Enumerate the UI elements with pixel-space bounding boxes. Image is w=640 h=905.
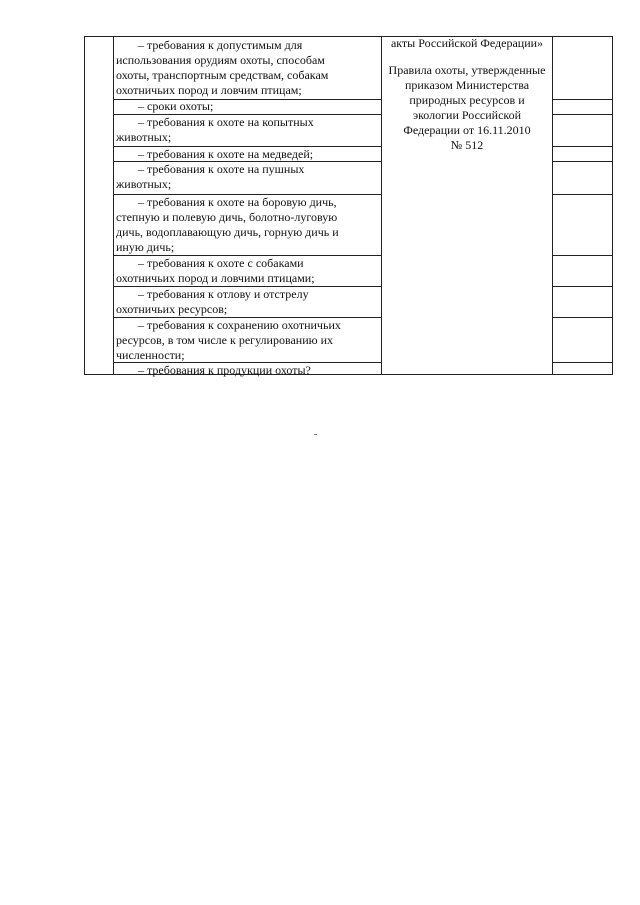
cell-line: охотничьих ресурсов; — [116, 302, 228, 316]
requirement-cell — [116, 256, 315, 286]
cell-line: – требования к допустимым для — [138, 38, 303, 52]
cell-line: дичь, водоплавающую дичь, горную дичь и — [116, 225, 339, 239]
legal-acts-cell — [380, 36, 554, 153]
requirement-cell — [116, 38, 328, 98]
requirement-cell — [116, 115, 314, 145]
cell-line: степную и полевую дичь, болотно-луговую — [116, 210, 338, 224]
cell-line: – требования к отлову и отстрелу — [138, 287, 309, 301]
requirement-cell — [116, 287, 309, 317]
requirement-cell — [116, 318, 341, 363]
legal-acts-line: природных ресурсов и — [409, 93, 525, 107]
row-divider — [552, 99, 613, 100]
scan-speck — [314, 434, 317, 435]
legal-acts-line: Правила охоты, утвержденные — [388, 63, 546, 77]
row-divider — [552, 161, 613, 162]
row-divider — [552, 114, 613, 115]
requirement-cell — [116, 147, 313, 162]
cell-line: – требования к охоте на копытных — [138, 115, 314, 129]
cell-line: животных; — [116, 177, 172, 191]
column-divider — [113, 37, 114, 374]
cell-line: – сроки охоты; — [138, 99, 214, 113]
cell-line: – требования к продукции охоты? — [138, 363, 311, 377]
legal-acts-line: приказом Министерства — [404, 78, 530, 92]
cell-line: ресурсов, в том числе к регулированию их — [116, 333, 334, 347]
row-divider — [552, 362, 613, 363]
row-divider — [552, 194, 613, 195]
cell-line: иную дичь; — [116, 240, 175, 254]
legal-acts-heading: акты Российской Федерации» — [390, 36, 544, 50]
cell-line: охотничьих пород и ловчим птицам; — [116, 83, 302, 97]
cell-line: – требования к охоте с собаками — [138, 256, 304, 270]
requirement-cell — [116, 195, 339, 255]
cell-line: – требования к охоте на пушных — [138, 162, 305, 176]
row-divider — [552, 255, 613, 256]
row-divider — [552, 286, 613, 287]
cell-line: животных; — [116, 130, 172, 144]
legal-acts-line: Федерации от 16.11.2010 — [403, 123, 531, 137]
cell-line: охотничьих пород и ловчими птицами; — [116, 271, 315, 285]
cell-line: – требования к охоте на медведей; — [138, 147, 314, 161]
cell-line: охоты, транспортным средствам, собакам — [116, 68, 329, 82]
cell-line: численности; — [116, 348, 185, 362]
cell-line: использования орудиям охоты, способам — [116, 53, 325, 67]
requirement-cell — [116, 99, 213, 114]
requirement-cell — [116, 162, 304, 192]
row-divider — [552, 317, 613, 318]
cell-line: – требования к охоте на боровую дичь, — [138, 195, 337, 209]
row-divider — [552, 146, 613, 147]
legal-acts-line: экологии Российской — [412, 108, 522, 122]
legal-acts-line: № 512 — [450, 138, 484, 152]
cell-line: – требования к сохранению охотничьих — [138, 318, 341, 332]
requirement-cell — [116, 363, 311, 378]
